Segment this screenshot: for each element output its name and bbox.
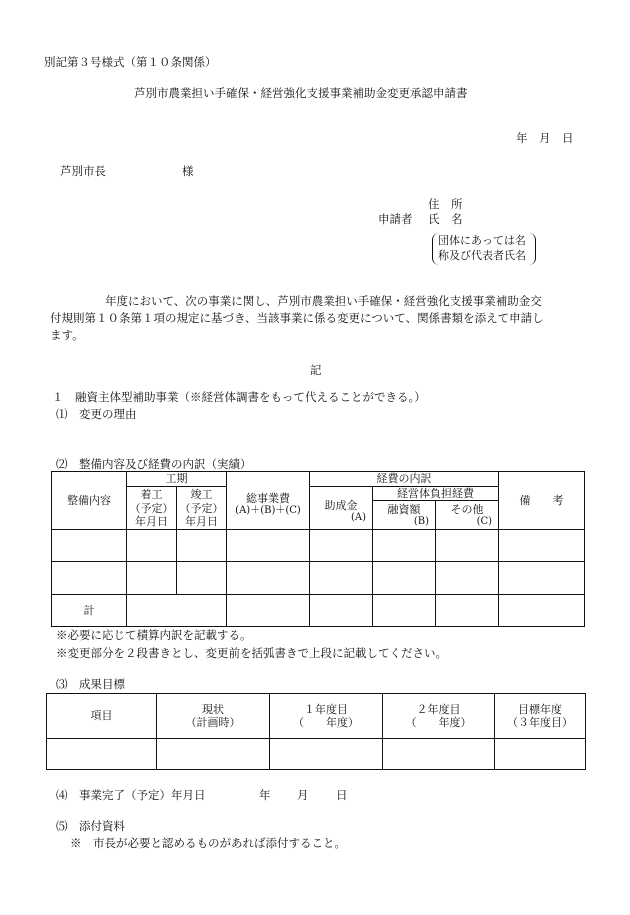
completion-label: ⑷ 事業完了（予定）年月日 [56, 788, 206, 802]
col-total-label: 総事業費 [246, 492, 290, 505]
cell[interactable] [127, 530, 177, 562]
col-content-header: 整備内容 [52, 472, 127, 530]
col-breakdown-header: 経費の内訳 [310, 472, 499, 487]
col-start-header [127, 487, 177, 530]
cell[interactable] [127, 595, 227, 627]
cell[interactable] [227, 595, 310, 627]
cell[interactable] [373, 562, 436, 595]
paragraph-line2: 付規則第１０条第１項の規定に基づき、当該事業に係る変更について、関係書類を添えて申請し [50, 311, 544, 325]
cell[interactable] [227, 530, 310, 562]
goal-col-year2-line2: （ 年度） [405, 716, 472, 729]
goal-col-target-line2: （３年度目） [507, 716, 573, 729]
address-label: 住 所 [428, 197, 463, 211]
col-subsidy-label: 助成金 [324, 498, 358, 512]
cell[interactable] [157, 739, 270, 770]
col-end-line2: （予定） [179, 501, 224, 515]
col-period-header: 工期 [127, 472, 227, 487]
table-row [47, 739, 586, 770]
item-cost-breakdown: ⑵ 整備内容及び経費の内訳（実績） [56, 457, 252, 471]
goal-col-year2 [383, 694, 495, 739]
attachments-note: ※ 市長が必要と認めるものがあれば添付すること。 [70, 836, 346, 850]
table-row [52, 530, 585, 562]
col-end-line3: 年月日 [185, 514, 218, 528]
completion-month: 月 [297, 788, 309, 802]
attachments-heading: ⑸ 添付資料 [56, 819, 125, 833]
cost-breakdown-table [51, 471, 585, 627]
note-estimate: ※必要に応じて積算内訳を記載する。 [56, 628, 252, 642]
cell[interactable] [177, 562, 227, 595]
col-loan-key: (B) [413, 515, 429, 527]
cell[interactable] [383, 739, 495, 770]
cell[interactable] [373, 595, 436, 627]
cell[interactable] [499, 530, 585, 562]
organization-note [432, 233, 536, 265]
goal-col-current [157, 694, 270, 739]
goal-col-target [495, 694, 586, 739]
cell[interactable] [373, 530, 436, 562]
cell[interactable] [436, 595, 499, 627]
col-loan-label: 融資額 [387, 502, 421, 516]
cell[interactable] [52, 562, 127, 595]
goals-table [46, 693, 586, 770]
goal-col-item: 項目 [47, 694, 157, 739]
organization-note-line1: 団体にあっては名 [438, 234, 526, 247]
goal-col-target-line1: 目標年度 [518, 702, 562, 716]
ki-marker: 記 [310, 363, 322, 377]
application-paragraph [50, 293, 590, 344]
col-total-formula: (A)＋(B)＋(C) [235, 505, 301, 517]
form-number: 別記第３号様式（第１０条関係） [44, 55, 217, 69]
cell[interactable] [310, 562, 373, 595]
goal-col-year1-line2: （ 年度） [293, 716, 359, 729]
cell[interactable] [436, 562, 499, 595]
cell[interactable] [495, 739, 586, 770]
col-end-header [177, 487, 227, 530]
cell[interactable] [127, 562, 177, 595]
date-line: 年 月 日 [516, 131, 574, 145]
col-start-line1: 着工 [140, 488, 163, 502]
applicant-label: 申請者 [378, 212, 413, 226]
col-start-line2: （予定） [129, 501, 174, 515]
note-two-row: ※変更部分を２段書きとし、変更前を括弧書きで上段に記載してください。 [56, 646, 447, 660]
goal-col-current-line1: 現状 [202, 702, 224, 716]
goal-col-year1 [270, 694, 383, 739]
cell[interactable] [52, 530, 127, 562]
total-label: 計 [52, 595, 127, 627]
organization-note-line2: 称及び代表者氏名 [438, 249, 526, 262]
section1-heading: １ 融資主体型補助事業（※経営体調書をもって代えることができる。） [52, 390, 426, 404]
cell[interactable] [47, 739, 157, 770]
col-loan-header [373, 501, 436, 530]
name-label: 氏 名 [428, 212, 463, 226]
goal-col-year2-line1: ２年度目 [416, 702, 461, 716]
honorific: 様 [182, 164, 194, 178]
total-row [52, 595, 585, 627]
document-title: 芦別市農業担い手確保・経営強化支援事業補助金変更承認申請書 [134, 86, 468, 100]
col-other-label: その他 [450, 502, 484, 516]
col-notes-header: 備 考 [499, 472, 585, 530]
cell[interactable] [177, 530, 227, 562]
cell[interactable] [499, 562, 585, 595]
col-subsidy-key: (A) [350, 511, 366, 523]
table-row [52, 562, 585, 595]
goal-col-current-line2: （計画時） [185, 716, 241, 729]
cell[interactable] [270, 739, 383, 770]
col-subsidy-header [310, 487, 373, 530]
col-end-line1: 竣工 [190, 488, 213, 502]
paragraph-line1: 年度において、次の事業に関し、芦別市農業担い手確保・経営強化支援事業補助金交 [105, 294, 542, 308]
col-burden-header: 経営体負担経費 [373, 487, 499, 501]
col-other-key: (C) [476, 515, 493, 527]
cell[interactable] [310, 595, 373, 627]
cell[interactable] [227, 562, 310, 595]
goal-col-year1-line1: １年度目 [304, 702, 348, 716]
paragraph-line3: ます。 [50, 328, 84, 342]
goals-heading: ⑶ 成果目標 [56, 677, 125, 691]
addressee: 芦別市長 [60, 164, 106, 178]
cell[interactable] [436, 530, 499, 562]
cell[interactable] [310, 530, 373, 562]
completion-year: 年 [259, 788, 271, 802]
col-start-line3: 年月日 [135, 514, 168, 528]
cell[interactable] [499, 595, 585, 627]
col-other-header [436, 501, 499, 530]
completion-day: 日 [336, 788, 348, 802]
item-change-reason: ⑴ 変更の理由 [56, 407, 137, 421]
col-total-header [227, 472, 310, 530]
